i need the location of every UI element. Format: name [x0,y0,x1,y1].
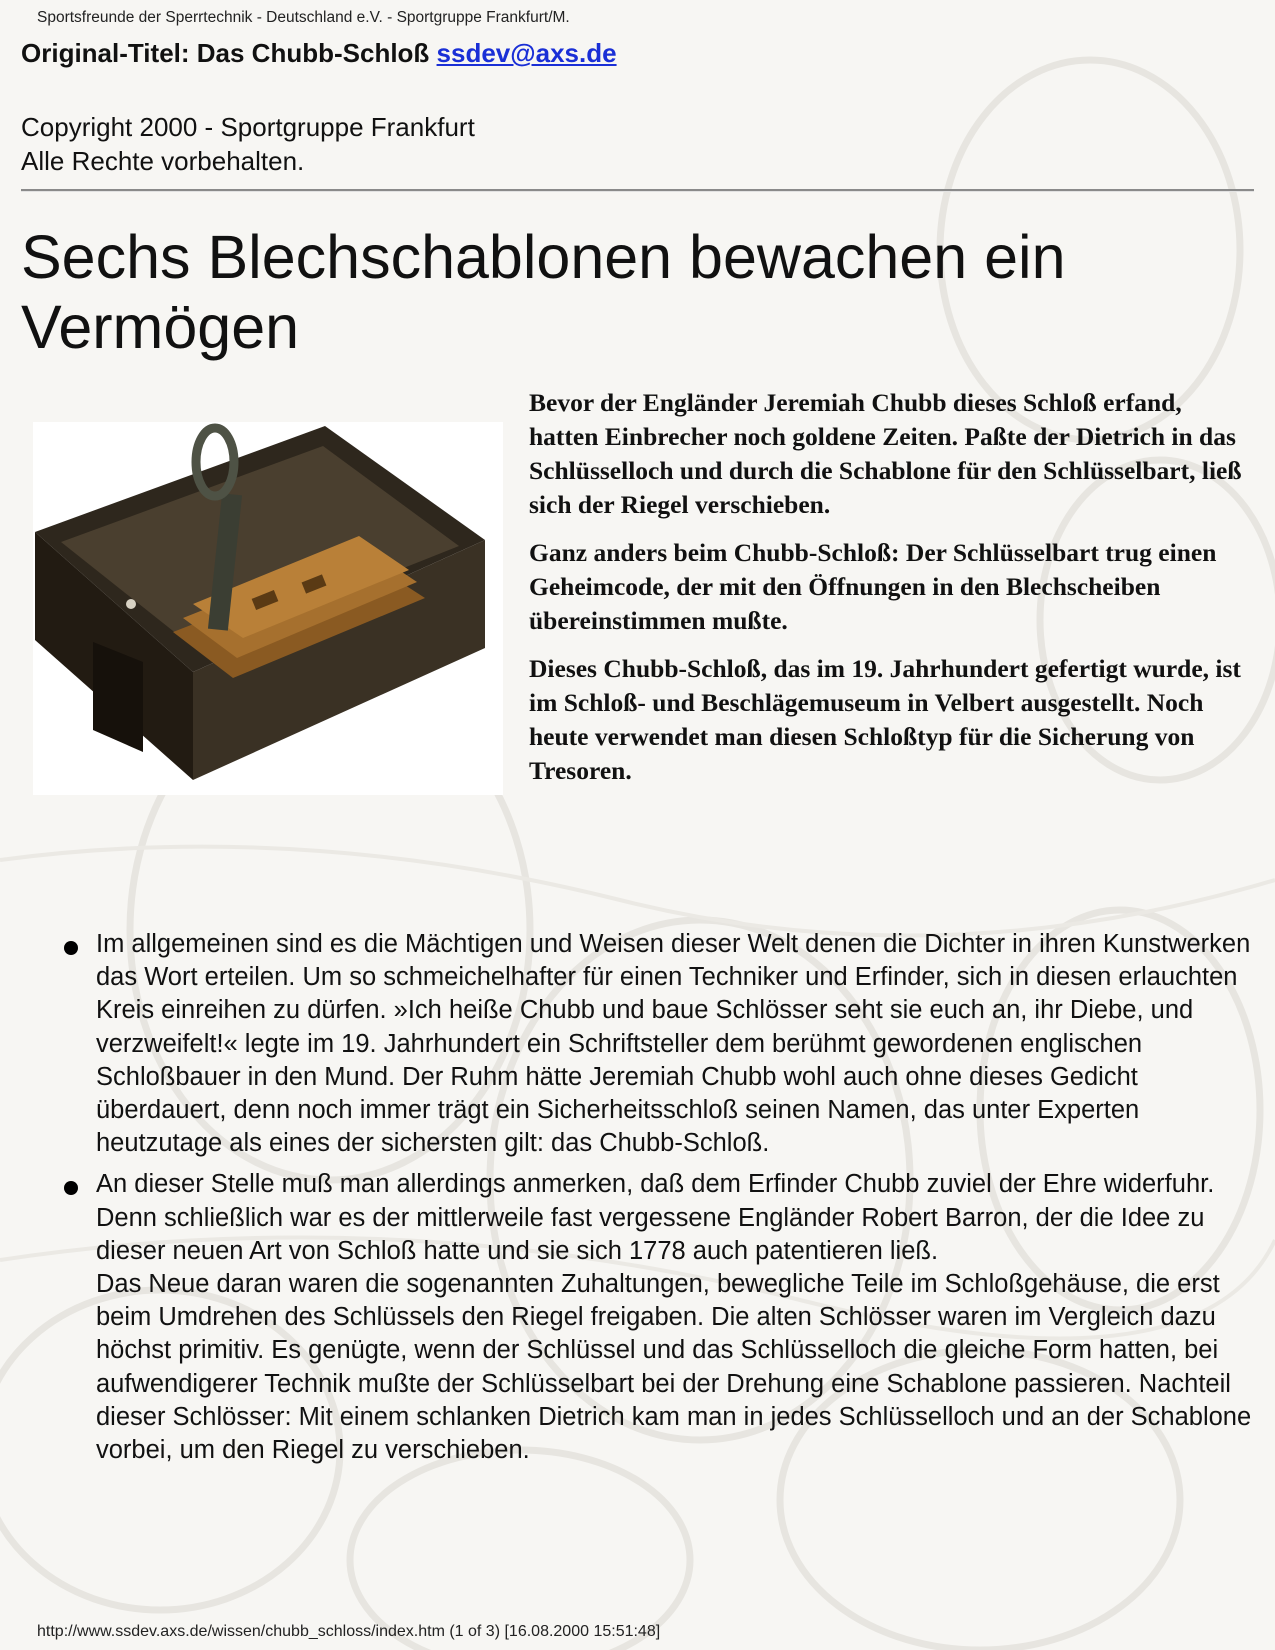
email-link[interactable]: ssdev@axs.de [436,38,617,68]
lock-illustration-icon [33,422,503,795]
intro-paragraph: Bevor der Engländer Jeremiah Chubb dieses Schloß erfand, hatten Einbrecher noch goldene Zeiten. Paßte der Dietrich in das Schlüsselloch und durch die Schablone für den Schlüsselbart, ließ sich der Riegel verschieben. [529,388,1242,519]
rights-reserved-line: Alle Rechte vorbehalten. [21,146,305,176]
intro-text-column [529,386,1249,802]
page-headline: Sechs Blechschablonen bewachen ein Vermögen [21,223,1066,361]
bullet-icon [64,1181,78,1195]
print-header: Sportsfreunde der Sperrtechnik - Deutschland e.V. - Sportgruppe Frankfurt/M. [37,9,570,26]
chubb-lock-photo [33,422,503,795]
list-item-text: Im allgemeinen sind es die Mächtigen und Weisen dieser Welt denen die Dichter in ihren Kunstwerken das Wort erteilen. Um so schmeichelhafter für einen Techniker und Erfinder, sich in diesen erlauchten Kreis einreihen zu dürfen. »Ich heiße Chubb und baue Schlösser seht sie euch an, ihr Diebe, und verzweifelt!« legte im 19. Jahrhundert ein Schriftsteller dem berühmt gewordenen englischen Schloßbauer in den Mund. Der Ruhm hätte Jeremiah Chubb wohl auch ohne dieses Gedicht überdauert, denn noch immer trägt ein Sicherheitsschloß seinen Namen, das unter Experten heutzutage als eines der sichersten gilt: das Chubb-Schloß. [96,930,1251,1158]
horizontal-divider [21,189,1254,192]
list-item [58,928,1258,1160]
original-title-line [21,38,617,69]
list-item-continuation: Das Neue daran waren die sogenannten Zuhaltungen, bewegliche Teile im Schloßgehäuse, die erst beim Umdrehen des Schlüssels den Riegel freigaben. Die alten Schlösser waren im Vergleich dazu höchst primitiv. Es genügte, wenn der Schlüssel und das Schlüsselloch die gleiche Form hatten, bei aufwendigerer Technik mußte der Schlüsselbart bei der Drehung eine Schablone passieren. Nachteil dieser Schlösser: Mit einem schlanken Dietrich kam man in jedes Schlüsselloch und an der Schablone vorbei, um den Riegel zu verschieben. [96,1270,1252,1465]
intro-paragraph: Ganz anders beim Chubb-Schloß: Der Schlüsselbart trug einen Geheimcode, der mit den Öffnungen in den Blechscheiben übereinstimmen mußte. [529,538,1217,635]
list-item-text: An dieser Stelle muß man allerdings anmerken, daß dem Erfinder Chubb zuviel der Ehre widerfuhr. Denn schließlich war es der mittlerweile fast vergessene Engländer Robert Barron, der die Idee zu dieser neuen Art von Schloß hatte und sie sich 1778 auch patentieren ließ. [96,1170,1215,1265]
intro-paragraph: Dieses Chubb-Schloß, das im 19. Jahrhundert gefertigt wurde, ist im Schloß- und Beschlägemuseum in Velbert ausgestellt. Noch heute verwendet man diesen Schloßtyp für die Sicherung von Tresoren. [529,654,1241,785]
list-item [58,1168,1258,1467]
original-title-label: Original-Titel: Das Chubb-Schloß [21,38,430,68]
bullet-icon [64,941,78,955]
print-footer-url: http://www.ssdev.axs.de/wissen/chubb_schloss/index.htm (1 of 3) [16.08.2000 15:51:48] [37,1623,661,1640]
copyright-line: Copyright 2000 - Sportgruppe Frankfurt [21,112,475,142]
bullet-list [58,928,1258,1475]
copyright-block [21,110,475,178]
